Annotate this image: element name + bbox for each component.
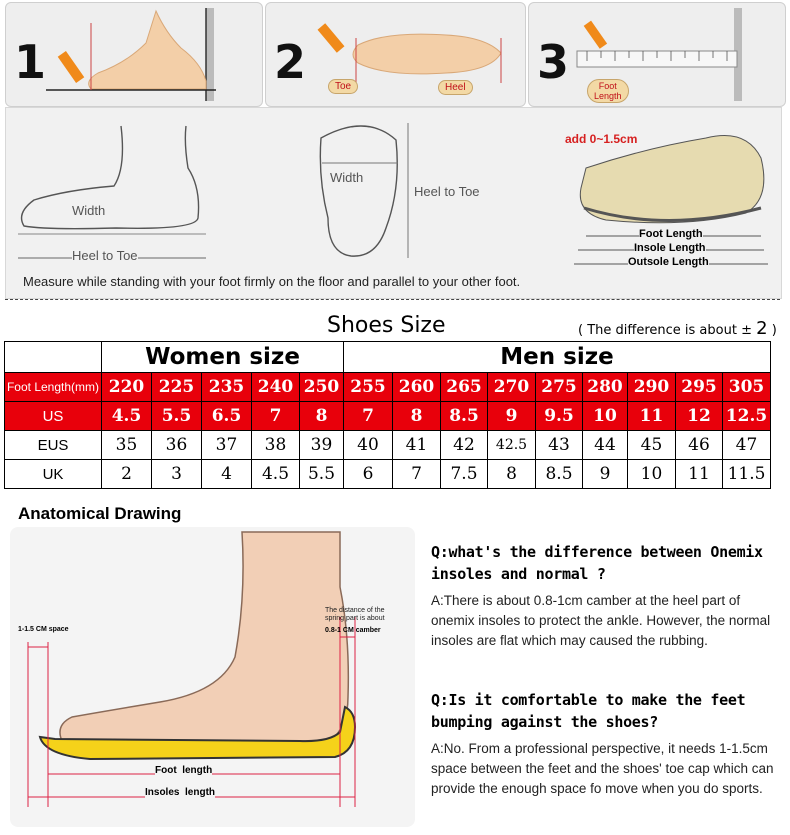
size-chart-title: Shoes Size <box>327 313 446 338</box>
faq-answer-1: A:There is about 0.8-1cm camber at the heel part of onemix insoles to protect the ankle. However, the normal insoles are flat which may caused the rubbing. <box>431 593 771 648</box>
anatomical-panel <box>10 527 415 827</box>
insole-length-label: Insole Length <box>634 242 706 254</box>
measure-guide-panel <box>5 107 782 299</box>
row-label: Foot Length(mm) <box>5 373 102 402</box>
foot-length-label: Foot length <box>155 765 213 776</box>
foot-top-illustration <box>266 3 525 106</box>
spring-note: The distance of the spring part is about <box>325 607 385 622</box>
size-chart-table <box>4 341 771 489</box>
measure-instruction: Measure while standing with your foot firmly on the floor and parallel to your other foot. <box>23 274 521 289</box>
men-size-header: Men size <box>344 342 771 373</box>
size-header-row <box>5 342 771 373</box>
step-number: 2 <box>274 35 307 89</box>
row-label: EUS <box>5 431 102 460</box>
uk-row: UK 2 3 4 4.5 5.5 6 7 7.5 8 8.5 9 10 11 11.5 <box>5 460 771 489</box>
side-width-label: Width <box>72 203 106 218</box>
step-2-panel <box>265 2 526 107</box>
faq-question-2: Q:Is it comfortable to make the feet bumping against the shoes? <box>431 691 746 731</box>
top-heel-toe-label: Heel to Toe <box>414 184 480 199</box>
outsole-length-label: Outsole Length <box>628 256 709 268</box>
size-chart-note: ( The difference is about ± 2 ) <box>578 318 777 339</box>
camber-label: 0.8-1 CM camber <box>325 627 381 634</box>
foot-length-label: Foot Length <box>639 228 703 240</box>
top-width-label: Width <box>330 170 364 185</box>
measure-illustrations <box>6 108 781 298</box>
step-1-panel <box>5 2 263 107</box>
row-label: UK <box>5 460 102 489</box>
ruler-illustration <box>529 3 785 106</box>
step-number: 3 <box>537 35 570 89</box>
side-heel-toe-label: Heel to Toe <box>72 248 138 263</box>
heel-label: Heel <box>438 80 473 95</box>
anatomical-title: Anatomical Drawing <box>18 504 182 523</box>
insoles-length-label: Insoles length <box>145 787 216 798</box>
step-3-panel <box>528 2 786 107</box>
toe-label: Toe <box>328 79 358 94</box>
us-row: US 4.5 5.5 6.5 7 8 7 8 8.5 9 9.5 10 11 12 12.5 <box>5 402 771 431</box>
add-cm-label: add 0~1.5cm <box>565 132 638 146</box>
row-label: US <box>5 402 102 431</box>
eus-row: EUS 35 36 37 38 39 40 41 42 42.5 43 44 45 46 47 <box>5 431 771 460</box>
faq-answer-2: A:No. From a professional perspective, it needs 1-1.5cm space between the feet and the shoes' toe cap which can provide the enough space fo move when you do sports. <box>431 741 774 796</box>
anatomical-illustration <box>10 527 415 827</box>
divider <box>5 299 780 300</box>
foot-length-label: Foot Length <box>587 79 629 103</box>
faq-question-1: Q:what's the difference between Onemix insoles and normal ? <box>431 543 763 583</box>
foot-side-illustration <box>6 3 262 106</box>
step-number: 1 <box>14 35 47 89</box>
space-label: 1-1.5 CM space <box>18 626 69 633</box>
foot-length-row: Foot Length(mm) 220 225 235 240 250 255 260 265 270 275 280 290 295 305 <box>5 373 771 402</box>
women-size-header: Women size <box>102 342 344 373</box>
